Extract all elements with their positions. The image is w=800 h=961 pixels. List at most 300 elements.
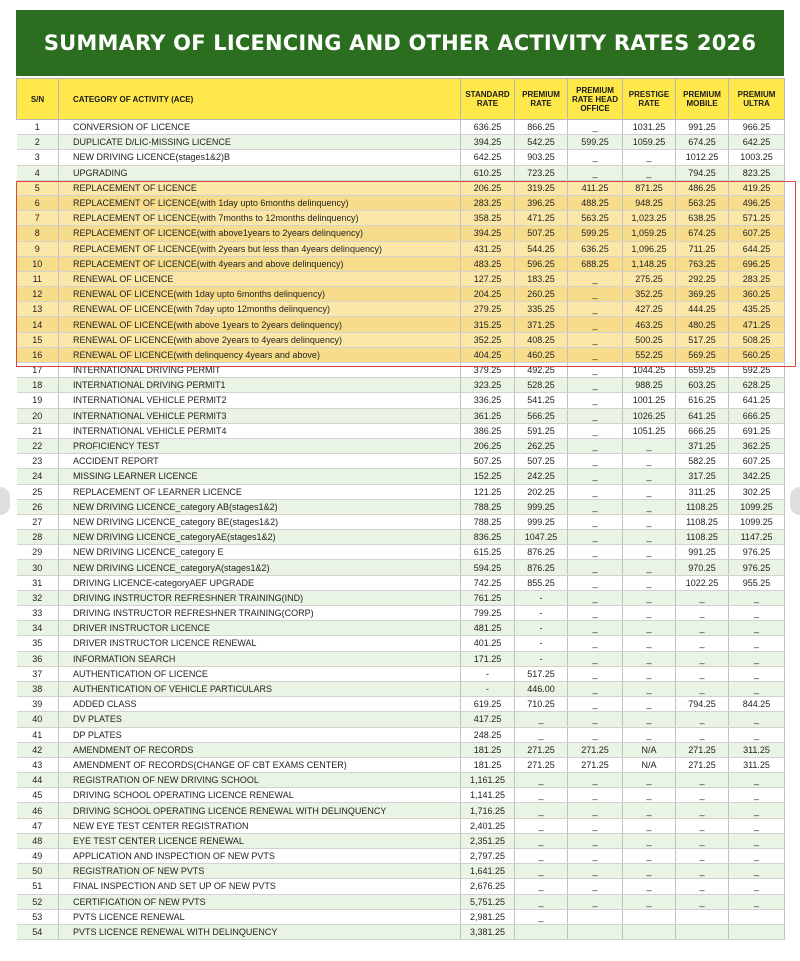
cell-sn: 38: [17, 681, 59, 696]
cell-premium-head-office: _: [568, 271, 623, 286]
cell-premium-head-office: _: [568, 727, 623, 742]
cell-category: UPGRADING: [59, 165, 461, 180]
table-row: [17, 195, 785, 210]
cell-premium-mobile: _: [676, 849, 729, 864]
cell-category: DRIVER INSTRUCTOR LICENCE RENEWAL: [59, 636, 461, 651]
cell-premium-rate: _: [515, 727, 568, 742]
cell-sn: 14: [17, 317, 59, 332]
cell-premium-mobile: _: [676, 636, 729, 651]
cell-premium-ultra: _: [729, 606, 785, 621]
cell-premium-head-office: _: [568, 120, 623, 135]
cell-premium-head-office: _: [568, 636, 623, 651]
cell-premium-ultra: _: [729, 727, 785, 742]
cell-sn: 11: [17, 271, 59, 286]
table-row: [17, 803, 785, 818]
cell-standard-rate: 481.25: [461, 621, 515, 636]
cell-premium-head-office: 563.25: [568, 211, 623, 226]
cell-standard-rate: 5,751.25: [461, 894, 515, 909]
table-row: [17, 514, 785, 529]
cell-premium-ultra: _: [729, 621, 785, 636]
cell-premium-ultra: 1099.25: [729, 499, 785, 514]
header-premium-ultra: PREMIUM ULTRA: [729, 79, 785, 120]
cell-premium-rate: 408.25: [515, 332, 568, 347]
cell-prestige-rate: _: [623, 606, 676, 621]
cell-premium-ultra: 1099.25: [729, 514, 785, 529]
cell-prestige-rate: _: [623, 894, 676, 909]
cell-standard-rate: 642.25: [461, 150, 515, 165]
cell-sn: 45: [17, 788, 59, 803]
cell-category: RENEWAL OF LICENCE(with above 2years to 4years delinquency): [59, 332, 461, 347]
cell-standard-rate: 594.25: [461, 560, 515, 575]
cell-premium-rate: -: [515, 636, 568, 651]
cell-premium-ultra: 560.25: [729, 347, 785, 362]
cell-premium-rate: _: [515, 849, 568, 864]
cell-premium-mobile: _: [676, 773, 729, 788]
cell-premium-ultra: 628.25: [729, 378, 785, 393]
cell-premium-rate: 371.25: [515, 317, 568, 332]
table-row: [17, 833, 785, 848]
cell-category: DRIVER INSTRUCTOR LICENCE: [59, 621, 461, 636]
cell-category: PVTS LICENCE RENEWAL: [59, 909, 461, 924]
cell-premium-rate: 596.25: [515, 256, 568, 271]
cell-sn: 50: [17, 864, 59, 879]
cell-premium-ultra: _: [729, 773, 785, 788]
cell-premium-mobile: 674.25: [676, 135, 729, 150]
table-row: [17, 150, 785, 165]
cell-sn: 34: [17, 621, 59, 636]
cell-category: INTERNATIONAL VEHICLE PERMIT2: [59, 393, 461, 408]
cell-prestige-rate: 1,148.25: [623, 256, 676, 271]
cell-category: APPLICATION AND INSPECTION OF NEW PVTS: [59, 849, 461, 864]
cell-prestige-rate: _: [623, 818, 676, 833]
cell-premium-head-office: _: [568, 818, 623, 833]
table-row: [17, 180, 785, 195]
cell-premium-mobile: 970.25: [676, 560, 729, 575]
cell-standard-rate: 394.25: [461, 135, 515, 150]
cell-standard-rate: 799.25: [461, 606, 515, 621]
cell-premium-head-office: 599.25: [568, 226, 623, 241]
cell-premium-head-office: _: [568, 378, 623, 393]
cell-category: DRIVING SCHOOL OPERATING LICENCE RENEWAL WITH DELINQUENCY: [59, 803, 461, 818]
cell-prestige-rate: 1031.25: [623, 120, 676, 135]
cell-standard-rate: 1,716.25: [461, 803, 515, 818]
cell-category: AUTHENTICATION OF VEHICLE PARTICULARS: [59, 681, 461, 696]
cell-premium-rate: _: [515, 894, 568, 909]
cell-standard-rate: 401.25: [461, 636, 515, 651]
cell-prestige-rate: 500.25: [623, 332, 676, 347]
cell-premium-ultra: 976.25: [729, 545, 785, 560]
cell-category: PROFICIENCY TEST: [59, 438, 461, 453]
cell-premium-mobile: [676, 924, 729, 939]
cell-prestige-rate: N/A: [623, 757, 676, 772]
cell-sn: 28: [17, 530, 59, 545]
cell-prestige-rate: 948.25: [623, 195, 676, 210]
cell-sn: 2: [17, 135, 59, 150]
cell-premium-mobile: _: [676, 727, 729, 742]
cell-sn: 49: [17, 849, 59, 864]
cell-premium-mobile: 1012.25: [676, 150, 729, 165]
cell-premium-head-office: _: [568, 150, 623, 165]
cell-premium-mobile: _: [676, 681, 729, 696]
cell-standard-rate: 507.25: [461, 454, 515, 469]
cell-category: AMENDMENT OF RECORDS: [59, 742, 461, 757]
cell-premium-head-office: _: [568, 666, 623, 681]
cell-sn: 24: [17, 469, 59, 484]
cell-premium-rate: 723.25: [515, 165, 568, 180]
cell-standard-rate: 619.25: [461, 697, 515, 712]
cell-prestige-rate: _: [623, 469, 676, 484]
cell-prestige-rate: 427.25: [623, 302, 676, 317]
cell-premium-rate: 507.25: [515, 226, 568, 241]
cell-prestige-rate: 275.25: [623, 271, 676, 286]
cell-prestige-rate: 1059.25: [623, 135, 676, 150]
cell-category: RENEWAL OF LICENCE: [59, 271, 461, 286]
cell-standard-rate: 379.25: [461, 363, 515, 378]
cell-premium-ultra: 571.25: [729, 211, 785, 226]
cell-premium-ultra: 641.25: [729, 393, 785, 408]
cell-category: REPLACEMENT OF LICENCE(with 2years but less than 4years delinquency): [59, 241, 461, 256]
cell-premium-mobile: 616.25: [676, 393, 729, 408]
cell-standard-rate: 404.25: [461, 347, 515, 362]
cell-premium-head-office: _: [568, 606, 623, 621]
cell-premium-mobile: 271.25: [676, 742, 729, 757]
cell-premium-ultra: _: [729, 788, 785, 803]
cell-premium-mobile: 582.25: [676, 454, 729, 469]
cell-premium-head-office: _: [568, 894, 623, 909]
cell-premium-rate: 876.25: [515, 560, 568, 575]
cell-category: DRIVING LICENCE-categoryAEF UPGRADE: [59, 575, 461, 590]
cell-category: INTERNATIONAL DRIVING PERMIT1: [59, 378, 461, 393]
cell-premium-head-office: _: [568, 651, 623, 666]
cell-premium-ultra: 435.25: [729, 302, 785, 317]
cell-category: MISSING LEARNER LICENCE: [59, 469, 461, 484]
table-row: [17, 590, 785, 605]
cell-category: DP PLATES: [59, 727, 461, 742]
cell-category: FINAL INSPECTION AND SET UP OF NEW PVTS: [59, 879, 461, 894]
cell-prestige-rate: _: [623, 666, 676, 681]
cell-standard-rate: 121.25: [461, 484, 515, 499]
header-premium-head-office: PREMIUM RATE HEAD OFFICE: [568, 79, 623, 120]
cell-premium-head-office: _: [568, 530, 623, 545]
cell-category: RENEWAL OF LICENCE(with 7day upto 12months delinquency): [59, 302, 461, 317]
cell-premium-rate: 591.25: [515, 423, 568, 438]
cell-premium-ultra: 311.25: [729, 742, 785, 757]
cell-premium-mobile: 641.25: [676, 408, 729, 423]
cell-premium-rate: -: [515, 606, 568, 621]
cell-premium-ultra: 471.25: [729, 317, 785, 332]
cell-category: NEW DRIVING LICENCE_categoryAE(stages1&2): [59, 530, 461, 545]
cell-premium-mobile: _: [676, 833, 729, 848]
cell-prestige-rate: _: [623, 864, 676, 879]
cell-prestige-rate: _: [623, 150, 676, 165]
cell-prestige-rate: 988.25: [623, 378, 676, 393]
cell-category: DRIVING INSTRUCTOR REFRESHNER TRAINING(IND): [59, 590, 461, 605]
cell-premium-ultra: 419.25: [729, 180, 785, 195]
cell-standard-rate: 323.25: [461, 378, 515, 393]
cell-premium-ultra: 362.25: [729, 438, 785, 453]
table-row: [17, 120, 785, 135]
cell-premium-rate: _: [515, 803, 568, 818]
cell-standard-rate: 1,141.25: [461, 788, 515, 803]
table-row: [17, 788, 785, 803]
cell-sn: 21: [17, 423, 59, 438]
cell-prestige-rate: 1,059.25: [623, 226, 676, 241]
header-sn: S/N: [17, 79, 59, 120]
carousel-next-handle[interactable]: [790, 487, 800, 515]
cell-premium-rate: 271.25: [515, 742, 568, 757]
cell-premium-ultra: 283.25: [729, 271, 785, 286]
cell-premium-head-office: 271.25: [568, 757, 623, 772]
cell-premium-ultra: _: [729, 803, 785, 818]
table-row: [17, 879, 785, 894]
table-row: [17, 302, 785, 317]
cell-premium-mobile: 603.25: [676, 378, 729, 393]
cell-premium-ultra: 966.25: [729, 120, 785, 135]
cell-premium-head-office: 488.25: [568, 195, 623, 210]
cell-prestige-rate: 1026.25: [623, 408, 676, 423]
table-row: [17, 347, 785, 362]
cell-sn: 48: [17, 833, 59, 848]
cell-prestige-rate: _: [623, 879, 676, 894]
cell-premium-rate: 507.25: [515, 454, 568, 469]
cell-premium-mobile: 271.25: [676, 757, 729, 772]
cell-category: INFORMATION SEARCH: [59, 651, 461, 666]
cell-premium-mobile: 659.25: [676, 363, 729, 378]
document-title: SUMMARY OF LICENCING AND OTHER ACTIVITY RATES 2026: [16, 10, 784, 76]
table-row: [17, 909, 785, 924]
carousel-prev-handle[interactable]: [0, 487, 10, 515]
cell-premium-mobile: 480.25: [676, 317, 729, 332]
cell-category: DRIVING INSTRUCTOR REFRESHNER TRAINING(CORP): [59, 606, 461, 621]
table-row: [17, 864, 785, 879]
cell-prestige-rate: _: [623, 833, 676, 848]
cell-prestige-rate: 1051.25: [623, 423, 676, 438]
cell-sn: 4: [17, 165, 59, 180]
cell-premium-head-office: _: [568, 560, 623, 575]
cell-standard-rate: -: [461, 666, 515, 681]
cell-premium-ultra: 823.25: [729, 165, 785, 180]
table-row: [17, 681, 785, 696]
cell-premium-mobile: 674.25: [676, 226, 729, 241]
cell-premium-head-office: _: [568, 545, 623, 560]
cell-premium-rate: 471.25: [515, 211, 568, 226]
header-category: CATEGORY OF ACTIVITY (ACE): [59, 79, 461, 120]
cell-sn: 1: [17, 120, 59, 135]
cell-sn: 26: [17, 499, 59, 514]
cell-prestige-rate: 1044.25: [623, 363, 676, 378]
table-row: [17, 363, 785, 378]
cell-premium-head-office: _: [568, 347, 623, 362]
cell-premium-mobile: [676, 909, 729, 924]
cell-premium-head-office: _: [568, 332, 623, 347]
cell-premium-head-office: _: [568, 438, 623, 453]
cell-standard-rate: 417.25: [461, 712, 515, 727]
table-row: [17, 484, 785, 499]
cell-prestige-rate: _: [623, 590, 676, 605]
cell-premium-head-office: _: [568, 788, 623, 803]
cell-premium-ultra: _: [729, 666, 785, 681]
header-prestige-rate: PRESTIGE RATE: [623, 79, 676, 120]
cell-sn: 7: [17, 211, 59, 226]
table-row: [17, 742, 785, 757]
cell-prestige-rate: [623, 924, 676, 939]
cell-category: NEW DRIVING LICENCE_category BE(stages1&2): [59, 514, 461, 529]
cell-premium-ultra: 508.25: [729, 332, 785, 347]
cell-premium-head-office: 636.25: [568, 241, 623, 256]
table-row: [17, 165, 785, 180]
cell-standard-rate: 336.25: [461, 393, 515, 408]
cell-prestige-rate: _: [623, 484, 676, 499]
rates-table: [16, 78, 785, 940]
table-row: [17, 499, 785, 514]
cell-standard-rate: 1,641.25: [461, 864, 515, 879]
table-row: [17, 226, 785, 241]
cell-premium-head-office: [568, 909, 623, 924]
table-row: [17, 438, 785, 453]
cell-premium-mobile: 517.25: [676, 332, 729, 347]
cell-sn: 19: [17, 393, 59, 408]
cell-premium-mobile: 317.25: [676, 469, 729, 484]
cell-premium-rate: 260.25: [515, 287, 568, 302]
cell-prestige-rate: 352.25: [623, 287, 676, 302]
table-row: [17, 666, 785, 681]
cell-sn: 36: [17, 651, 59, 666]
table-row: [17, 651, 785, 666]
cell-standard-rate: 248.25: [461, 727, 515, 742]
cell-category: CONVERSION OF LICENCE: [59, 120, 461, 135]
cell-premium-rate: 528.25: [515, 378, 568, 393]
cell-premium-mobile: 711.25: [676, 241, 729, 256]
cell-premium-rate: _: [515, 909, 568, 924]
cell-sn: 12: [17, 287, 59, 302]
cell-category: PVTS LICENCE RENEWAL WITH DELINQUENCY: [59, 924, 461, 939]
cell-category: INTERNATIONAL VEHICLE PERMIT3: [59, 408, 461, 423]
cell-standard-rate: 386.25: [461, 423, 515, 438]
cell-standard-rate: 836.25: [461, 530, 515, 545]
table-row: [17, 727, 785, 742]
cell-premium-head-office: _: [568, 408, 623, 423]
cell-category: RENEWAL OF LICENCE(with delinquency 4years and above): [59, 347, 461, 362]
cell-prestige-rate: 1,023.25: [623, 211, 676, 226]
cell-premium-mobile: _: [676, 590, 729, 605]
cell-sn: 9: [17, 241, 59, 256]
cell-premium-head-office: _: [568, 484, 623, 499]
cell-premium-rate: 903.25: [515, 150, 568, 165]
table-row: [17, 924, 785, 939]
cell-premium-mobile: 369.25: [676, 287, 729, 302]
cell-sn: 42: [17, 742, 59, 757]
table-row: [17, 894, 785, 909]
cell-premium-mobile: 794.25: [676, 165, 729, 180]
cell-premium-rate: 566.25: [515, 408, 568, 423]
cell-premium-head-office: _: [568, 499, 623, 514]
table-row: [17, 530, 785, 545]
cell-standard-rate: 1,161.25: [461, 773, 515, 788]
cell-sn: 22: [17, 438, 59, 453]
header-standard-rate: STANDARD RATE: [461, 79, 515, 120]
cell-sn: 54: [17, 924, 59, 939]
cell-premium-rate: 262.25: [515, 438, 568, 453]
cell-sn: 8: [17, 226, 59, 241]
cell-premium-mobile: 444.25: [676, 302, 729, 317]
cell-category: NEW DRIVING LICENCE_category AB(stages1&2): [59, 499, 461, 514]
cell-category: REPLACEMENT OF LICENCE(with 1day upto 6months delinquency): [59, 195, 461, 210]
table-row: [17, 621, 785, 636]
cell-premium-mobile: 311.25: [676, 484, 729, 499]
cell-prestige-rate: _: [623, 499, 676, 514]
cell-premium-mobile: 1108.25: [676, 514, 729, 529]
table-row: [17, 697, 785, 712]
header-premium-mobile: PREMIUM MOBILE: [676, 79, 729, 120]
cell-sn: 31: [17, 575, 59, 590]
cell-sn: 20: [17, 408, 59, 423]
cell-premium-ultra: 360.25: [729, 287, 785, 302]
cell-premium-head-office: _: [568, 712, 623, 727]
cell-premium-rate: 335.25: [515, 302, 568, 317]
cell-premium-mobile: _: [676, 788, 729, 803]
cell-premium-head-office: _: [568, 363, 623, 378]
cell-category: REPLACEMENT OF LICENCE(with 4years and above delinquency): [59, 256, 461, 271]
cell-prestige-rate: N/A: [623, 742, 676, 757]
cell-category: AMENDMENT OF RECORDS(CHANGE OF CBT EXAMS CENTER): [59, 757, 461, 772]
cell-standard-rate: 127.25: [461, 271, 515, 286]
cell-premium-mobile: _: [676, 712, 729, 727]
cell-premium-head-office: _: [568, 697, 623, 712]
cell-premium-mobile: _: [676, 651, 729, 666]
cell-category: REGISTRATION OF NEW DRIVING SCHOOL: [59, 773, 461, 788]
cell-sn: 30: [17, 560, 59, 575]
cell-standard-rate: 152.25: [461, 469, 515, 484]
cell-standard-rate: 2,401.25: [461, 818, 515, 833]
cell-premium-rate: 1047.25: [515, 530, 568, 545]
cell-prestige-rate: 871.25: [623, 180, 676, 195]
cell-prestige-rate: _: [623, 545, 676, 560]
cell-premium-ultra: 342.25: [729, 469, 785, 484]
table-row: [17, 135, 785, 150]
cell-premium-ultra: _: [729, 818, 785, 833]
cell-standard-rate: 204.25: [461, 287, 515, 302]
cell-prestige-rate: _: [623, 514, 676, 529]
cell-premium-ultra: 955.25: [729, 575, 785, 590]
cell-premium-mobile: 1108.25: [676, 499, 729, 514]
cell-premium-ultra: [729, 909, 785, 924]
cell-premium-mobile: _: [676, 606, 729, 621]
cell-premium-mobile: 763.25: [676, 256, 729, 271]
table-header-row: [17, 79, 785, 120]
cell-premium-ultra: 1147.25: [729, 530, 785, 545]
table-row: [17, 271, 785, 286]
table-row: [17, 575, 785, 590]
cell-sn: 37: [17, 666, 59, 681]
cell-sn: 17: [17, 363, 59, 378]
cell-premium-mobile: _: [676, 894, 729, 909]
cell-premium-mobile: 991.25: [676, 120, 729, 135]
table-row: [17, 256, 785, 271]
cell-standard-rate: 171.25: [461, 651, 515, 666]
cell-standard-rate: 788.25: [461, 514, 515, 529]
cell-premium-mobile: _: [676, 864, 729, 879]
cell-premium-rate: 710.25: [515, 697, 568, 712]
cell-standard-rate: 181.25: [461, 757, 515, 772]
cell-sn: 15: [17, 332, 59, 347]
cell-premium-head-office: _: [568, 864, 623, 879]
cell-standard-rate: 394.25: [461, 226, 515, 241]
cell-prestige-rate: _: [623, 697, 676, 712]
cell-premium-rate: _: [515, 712, 568, 727]
table-row: [17, 818, 785, 833]
cell-premium-ultra: _: [729, 590, 785, 605]
table-row: [17, 241, 785, 256]
